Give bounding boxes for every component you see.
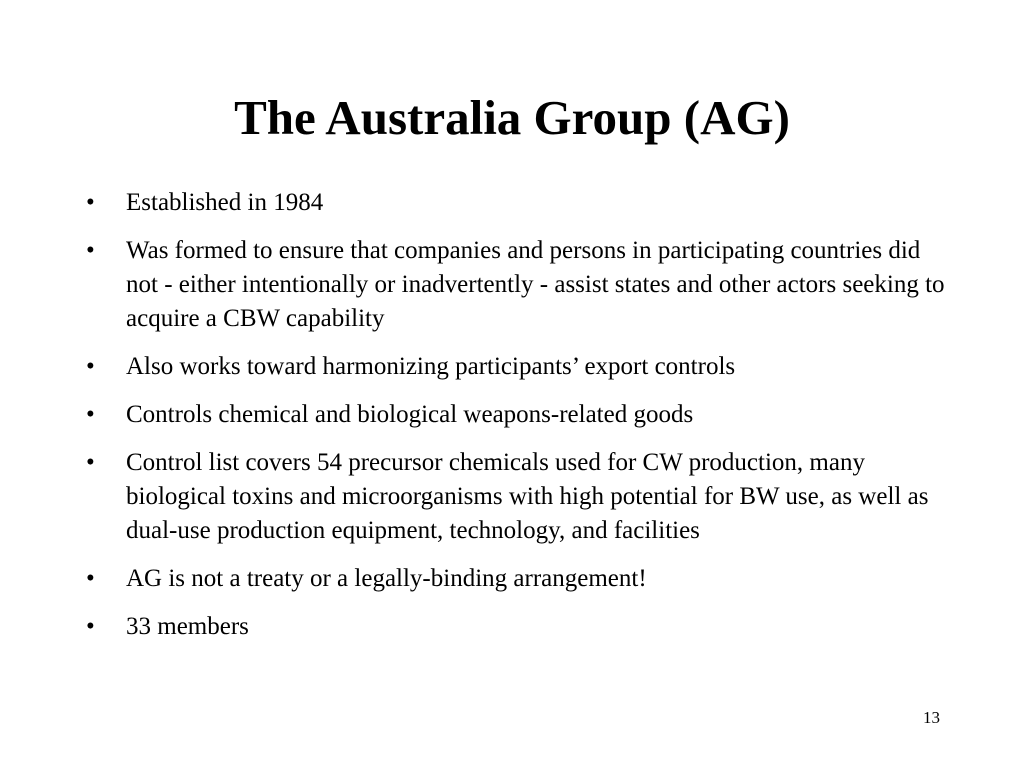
bullet-text: AG is not a treaty or a legally-binding arrangement! (126, 565, 647, 592)
bullet-text: 33 members (126, 613, 249, 640)
bullet-icon: • (86, 237, 95, 264)
bullet-icon: • (86, 189, 95, 216)
slide-title: The Australia Group (AG) (234, 90, 790, 145)
bullet-icon: • (86, 401, 95, 428)
bullet-list (86, 186, 946, 658)
bullet-item (86, 610, 946, 644)
bullet-text: Control list covers 54 precursor chemicals used for CW production, many biological toxins and microorganisms with high potential for BW use, as well as dual-use production equipment, technology, and facilities (126, 449, 929, 544)
bullet-icon: • (86, 353, 95, 380)
bullet-text: Controls chemical and biological weapons-related goods (126, 401, 694, 428)
bullet-item (86, 562, 946, 596)
bullet-text: Was formed to ensure that companies and persons in participating countries did not - either intentionally or inadvertently - assist states and other actors seeking to acquire a CBW capability (126, 237, 945, 332)
bullet-icon: • (86, 449, 95, 476)
bullet-item (86, 350, 946, 384)
bullet-icon: • (86, 565, 95, 592)
bullet-text: Also works toward harmonizing participants’ export controls (126, 353, 736, 380)
bullet-item (86, 186, 946, 220)
bullet-item (86, 398, 946, 432)
bullet-text: Established in 1984 (126, 189, 324, 216)
bullet-item (86, 446, 946, 548)
bullet-item (86, 234, 946, 336)
bullet-icon: • (86, 613, 95, 640)
page-number: 13 (923, 708, 940, 727)
